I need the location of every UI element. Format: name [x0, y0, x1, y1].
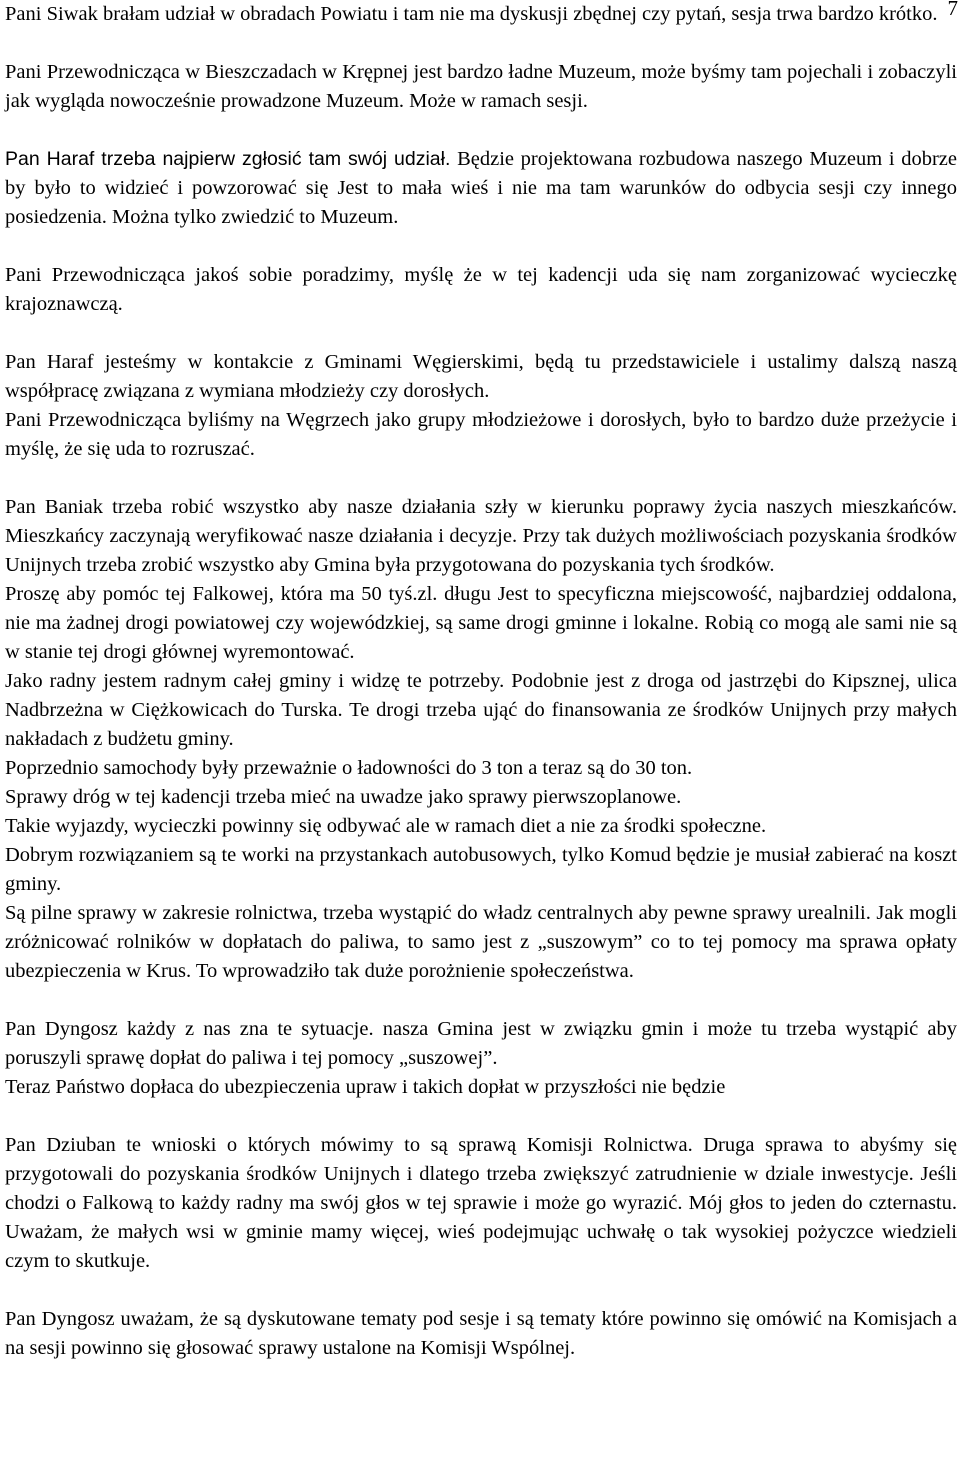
paragraph	[5, 145, 957, 232]
paragraph-segment: Będzie projektowana rozbudowa naszego Muzeum i dobrze by było to widzieć i powzorować się Jest to mała wieś i nie ma tam warunków do odbycia sesji czy innego posiedzenia. Można tylko zwiedzić to Muzeum.	[5, 148, 957, 228]
paragraph: Teraz Państwo dopłaca do ubezpieczenia upraw i takich dopłat w przyszłości nie będzie	[5, 1076, 726, 1098]
paragraph: Pan Dyngosz każdy z nas zna te sytuacje. nasza Gmina jest w związku gmin i może tu trzeba wystąpić aby poruszyli sprawę dopłat do paliwa i tej pomocy „suszowej”.	[5, 1018, 957, 1069]
paragraph: Sprawy dróg w tej kadencji trzeba mieć na uwadze jako sprawy pierwszoplanowe.	[5, 786, 682, 808]
paragraph: Poprzednio samochody były przeważnie o ładowności do 3 ton a teraz są do 30 ton.	[5, 757, 693, 779]
paragraph: Proszę aby pomóc tej Falkowej, która ma 50 tyś.zl. długu Jest to specyficzna miejscowość, najbardziej oddalona, nie ma żadnej drogi powiatowej czy wojewódzkiej, są same drogi gminne i lokalne. Robią co mogą ale sami nie są w stanie tej drogi głównej wyremontować.	[5, 583, 957, 663]
paragraph: Pani Przewodnicząca w Bieszczadach w Krępnej jest bardzo ładne Muzeum, może byśmy tam pojechali i zobaczyli jak wygląda nowocześnie prowadzone Muzeum. Może w ramach sesji.	[5, 61, 957, 112]
page-number: 7	[947, 0, 958, 20]
paragraph: Są pilne sprawy w zakresie rolnictwa, trzeba wystąpić do władz centralnych aby pewne sprawy urealnili. Jak mogli zróżnicować rolników w dopłatach do paliwa, to samo jest z „suszowym” co to tej pomocy ma sprawa opłaty ubezpieczenia w Krus. To wprowadziło tak duże porożnienie społeczeństwa.	[5, 902, 957, 982]
paragraph: Pani Przewodnicząca jakoś sobie poradzimy, myślę że w tej kadencji uda się nam zorganizować wycieczkę krajoznawczą.	[5, 264, 957, 315]
paragraph: Dobrym rozwiązaniem są te worki na przystankach autobusowych, tylko Komud będzie je musiał zabierać na koszt gminy.	[5, 844, 957, 895]
paragraph: Pani Przewodnicząca byliśmy na Węgrzech jako grupy młodzieżowe i dorosłych, było to bardzo duże przeżycie i myślę, że się uda to rozruszać.	[5, 409, 957, 460]
paragraph: Pan Baniak trzeba robić wszystko aby nasze działania szły w kierunku poprawy życia naszych mieszkańców. Mieszkańcy zaczynają weryfikować nasze działania i decyzje. Przy tak dużych możliwościach pozyskania środków Unijnych trzeba zrobić wszystko aby Gmina była przygotowana do pozyskania tych środków.	[5, 496, 957, 576]
paragraph: Pani Siwak brałam udział w obradach Powiatu i tam nie ma dyskusji zbędnej czy pytań, sesja trwa bardzo krótko.	[5, 3, 938, 25]
paragraph: Pan Dziuban te wnioski o których mówimy to są sprawą Komisji Rolnictwa. Druga sprawa to abyśmy się przygotowali do pozyskania środków Unijnych i dlatego trzeba zwiększyć zatrudnienie w dziale inwestycje. Jeśli chodzi o Falkową to każdy radny ma swój głos w tej sprawie i może go wyrazić. Mój głos to jeden do czternastu. Uważam, że małych wsi w gminie mamy więcej, wieś podejmując uchwałę o tak wysokiej pożyczce wiedzieli czym to skutkuje.	[5, 1134, 957, 1272]
paragraph: Takie wyjazdy, wycieczki powinny się odbywać ale w ramach diet a nie za środki społeczne.	[5, 815, 767, 837]
paragraph: Jako radny jestem radnym całej gminy i widzę te potrzeby. Podobnie jest z droga od jastrzębi do Kipsznej, ulica Nadbrzeżna w Ciężkowicach do Turska. Te drogi trzeba ująć do finansowania ze środków Unijnych przy małych nakładach z budżetu gminy.	[5, 670, 957, 750]
paragraph: Pan Haraf jesteśmy w kontakcie z Gminami Węgierskimi, będą tu przedstawiciele i ustalimy dalszą naszą współpracę związana z wymiana młodzieży czy dorosłych.	[5, 351, 957, 402]
paragraph-sans-segment: Pan Haraf trzeba najpierw zgłosić tam swój udział.	[5, 148, 451, 170]
document-body	[5, 0, 957, 1363]
paragraph: Pan Dyngosz uważam, że są dyskutowane tematy pod sesje i są tematy które powinno się omówić na Komisjach a na sesji powinno się głosować sprawy ustalone na Komisji Wspólnej.	[5, 1308, 957, 1359]
